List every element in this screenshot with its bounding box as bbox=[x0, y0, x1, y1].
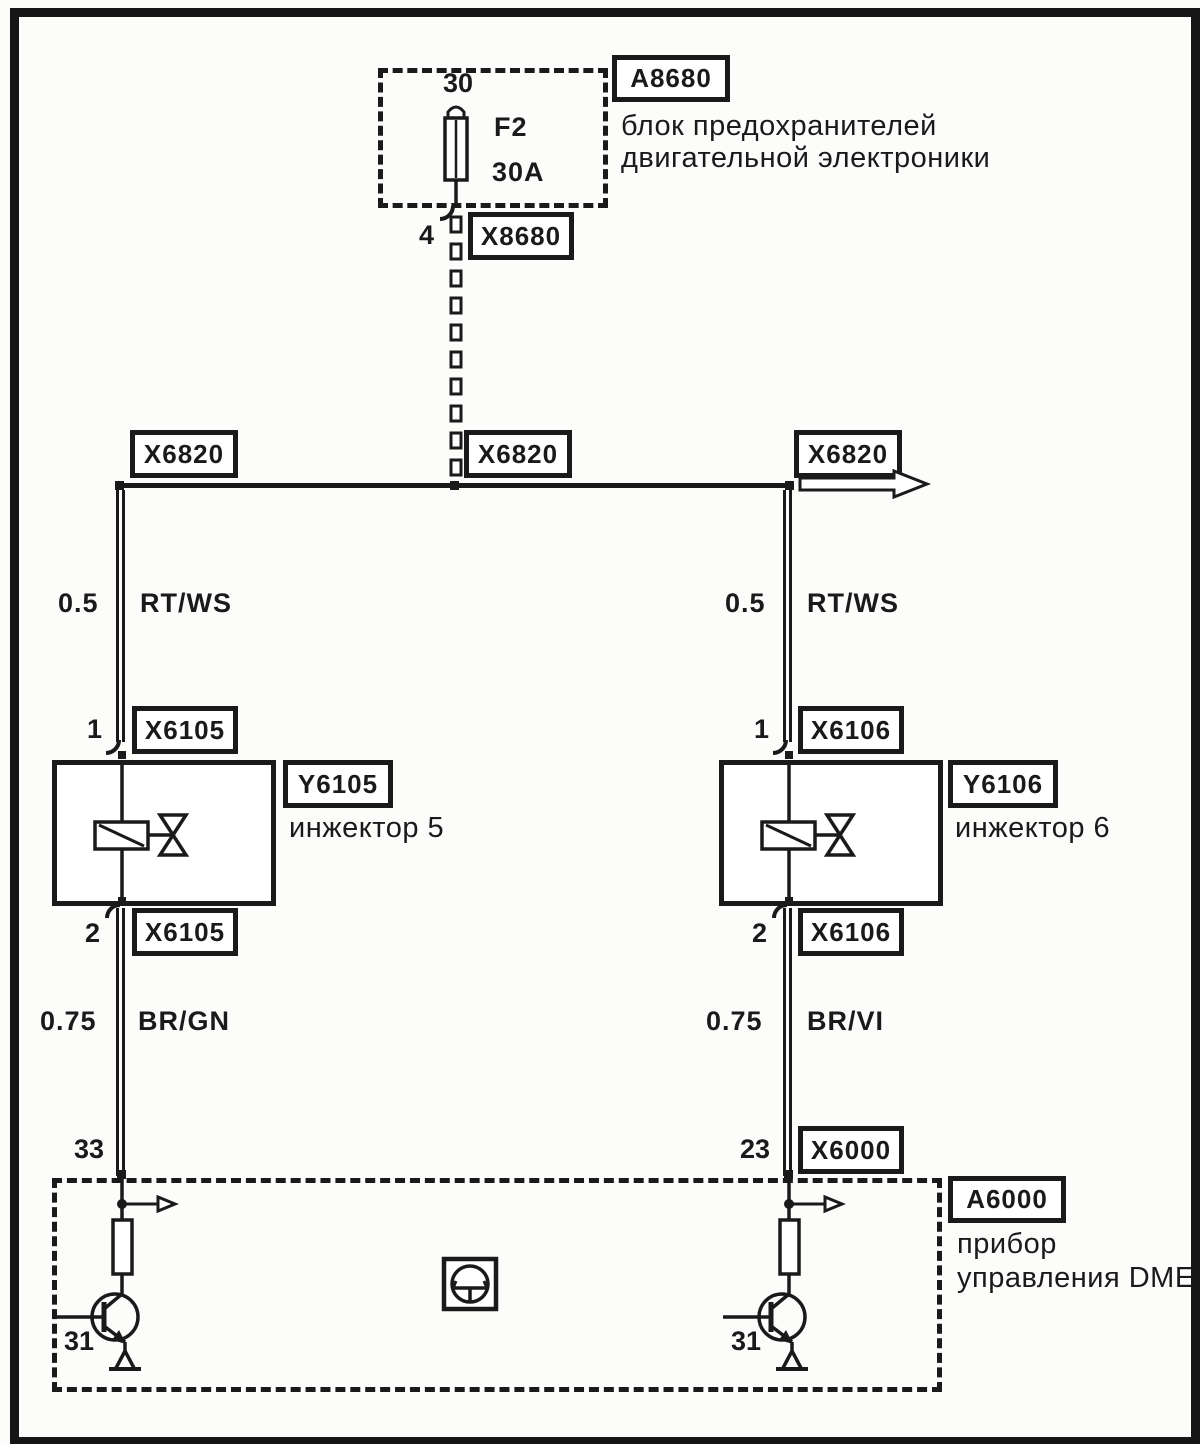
bus-junction-dot bbox=[785, 481, 794, 490]
dme-desc-line2: управления DME bbox=[957, 1262, 1195, 1294]
bus-continuation-arrow-icon bbox=[798, 469, 932, 499]
injector-valve-icon bbox=[52, 760, 276, 906]
bus-junction-dot bbox=[115, 481, 124, 490]
injector6-pin2: 2 bbox=[751, 918, 767, 948]
injector5-connector-top-label: X6105 bbox=[132, 706, 238, 754]
dme-connector-label: X6000 bbox=[798, 1126, 904, 1174]
wire-color: BR/VI bbox=[807, 1006, 885, 1036]
bus-connector-center-label: X6820 bbox=[464, 430, 572, 478]
fuse-connector-label: X8680 bbox=[468, 212, 574, 260]
wire-color: BR/GN bbox=[138, 1006, 230, 1036]
bus-connector-left-label: X6820 bbox=[130, 430, 238, 478]
dme-pin-23: 23 bbox=[739, 1134, 770, 1164]
wire-gauge: 0.5 bbox=[725, 588, 766, 618]
injector6-name: инжектор 6 bbox=[955, 812, 1111, 844]
fuse-terminal-30: 30 bbox=[442, 68, 474, 98]
injector5-id-label: Y6105 bbox=[283, 760, 393, 808]
wire-gauge: 0.5 bbox=[58, 588, 99, 618]
fuse-rating: 30A bbox=[492, 157, 545, 187]
dme-desc-line1: прибор bbox=[957, 1228, 1057, 1260]
ground-terminal-31: 31 bbox=[64, 1326, 95, 1356]
injector6-connector-bottom-label: X6106 bbox=[798, 908, 904, 956]
injector-valve-icon bbox=[719, 760, 943, 906]
wire-color: RT/WS bbox=[140, 588, 232, 618]
injector6-connector-top-label: X6106 bbox=[798, 706, 904, 754]
bus-junction-dot bbox=[450, 481, 459, 490]
dme-unit-icon bbox=[441, 1256, 499, 1314]
fuse-pin-4: 4 bbox=[418, 220, 434, 250]
dashed-supply-wire bbox=[448, 212, 464, 485]
wire-color: RT/WS bbox=[807, 588, 899, 618]
wire-rtws-left bbox=[116, 490, 125, 742]
dme-pin-33: 33 bbox=[73, 1134, 104, 1164]
injector6-id-label: Y6106 bbox=[948, 760, 1058, 808]
wire-gauge: 0.75 bbox=[40, 1006, 97, 1036]
fuse-icon bbox=[441, 100, 471, 210]
wire-rtws-right bbox=[783, 490, 792, 742]
bus-connector-right-label: X6820 bbox=[794, 430, 902, 478]
wire-brvi-right bbox=[783, 908, 792, 1176]
injector5-name: инжектор 5 bbox=[289, 812, 445, 844]
injector5-pin1: 1 bbox=[86, 714, 102, 744]
pin-dot bbox=[785, 751, 793, 759]
fuse-name: F2 bbox=[494, 112, 528, 142]
fuse-box-id-label: A8680 bbox=[612, 55, 730, 102]
injector6-pin1: 1 bbox=[753, 714, 769, 744]
wire-brgn-left bbox=[116, 908, 125, 1176]
ground-terminal-31: 31 bbox=[731, 1326, 762, 1356]
pin-dot bbox=[118, 751, 126, 759]
dme-id-label: A6000 bbox=[948, 1176, 1066, 1223]
injector5-pin2: 2 bbox=[84, 918, 100, 948]
fuse-box-desc-line2: двигательной электроники bbox=[621, 142, 991, 174]
fuse-box-desc-line1: блок предохранителей bbox=[621, 110, 937, 142]
injector5-connector-bottom-label: X6105 bbox=[132, 908, 238, 956]
wire-gauge: 0.75 bbox=[706, 1006, 763, 1036]
